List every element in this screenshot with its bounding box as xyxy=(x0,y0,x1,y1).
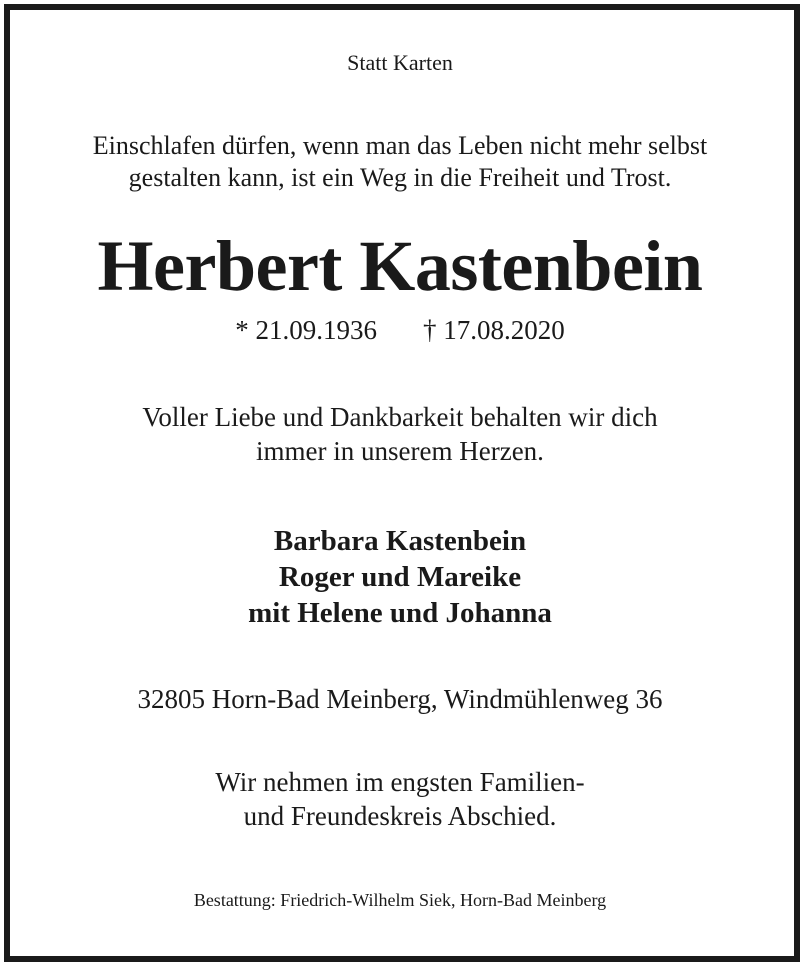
funeral-home: Bestattung: Friedrich-Wilhelm Siek, Horn-Bad Meinberg xyxy=(193,890,607,910)
notice-header: Statt Karten xyxy=(347,50,453,75)
farewell-line-2: und Freundeskreis Abschied. xyxy=(243,801,557,831)
death-date: † 17.08.2020 xyxy=(423,315,565,345)
mourner-line-1: Barbara Kastenbein xyxy=(273,525,527,557)
verse-line-1: Einschlafen dürfen, wenn man das Leben nicht mehr selbst xyxy=(92,131,708,160)
mourner-line-2: Roger und Mareike xyxy=(278,561,522,593)
mourner-address: 32805 Horn-Bad Meinberg, Windmühlenweg 36 xyxy=(137,684,663,714)
deceased-name: Herbert Kastenbein xyxy=(97,226,703,306)
farewell-line-1: Wir nehmen im engsten Familien- xyxy=(215,767,585,797)
mourner-line-3: mit Helene und Johanna xyxy=(248,597,552,629)
verse-line-2: gestalten kann, ist ein Weg in die Freiheit und Trost. xyxy=(128,163,672,192)
birth-date: * 21.09.1936 xyxy=(235,315,377,345)
remembrance-line-2: immer in unserem Herzen. xyxy=(256,436,544,466)
life-dates xyxy=(0,315,800,346)
remembrance-line-1: Voller Liebe und Dankbarkeit behalten wir dich xyxy=(142,402,658,432)
